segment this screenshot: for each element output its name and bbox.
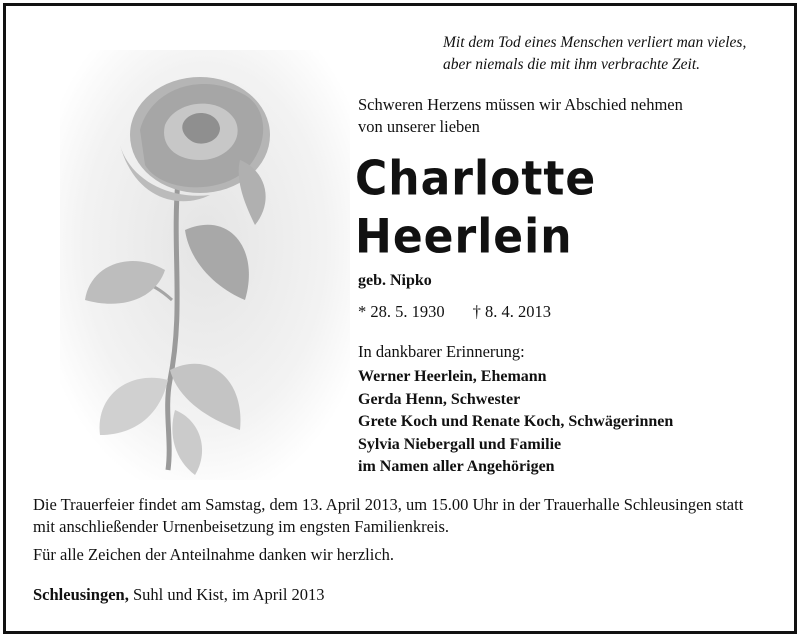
mourners-heading: In dankbarer Erinnerung: bbox=[358, 342, 525, 361]
mourner-item: Werner Heerlein, Ehemann bbox=[358, 368, 547, 385]
quote-line-2: aber niemals die mit ihm verbrachte Zeit. bbox=[443, 56, 700, 73]
life-dates bbox=[358, 302, 551, 322]
intro-line-2: von unserer lieben bbox=[358, 117, 480, 136]
mourner-item: Grete Koch und Renate Koch, Schwägerinnen bbox=[358, 413, 674, 430]
rose-icon bbox=[60, 50, 350, 480]
mourner-item: Gerda Henn, Schwester bbox=[358, 390, 521, 408]
last-name: Heerlein bbox=[355, 209, 573, 265]
service-info bbox=[33, 494, 793, 538]
mourners-list bbox=[358, 366, 673, 479]
birth-date: * 28. 5. 1930 bbox=[358, 302, 445, 321]
intro-text bbox=[358, 94, 683, 138]
memorial-quote bbox=[443, 32, 783, 76]
death-date: † 8. 4. 2013 bbox=[472, 302, 551, 321]
closing-thanks: Für alle Zeichen der Anteilnahme danken wir herzlich. bbox=[33, 545, 395, 564]
mourner-item: Sylvia Niebergall und Familie bbox=[358, 435, 562, 453]
deceased-name bbox=[355, 150, 596, 267]
service-line-1: Die Trauerfeier findet am Samstag, dem 13. April 2013, um 15.00 Uhr in der Trauerhalle Schleusingen statt bbox=[33, 495, 744, 514]
first-name: Charlotte bbox=[355, 151, 597, 207]
place-bold: Schleusingen, bbox=[33, 585, 129, 604]
mourner-item: im Namen aller Angehörigen bbox=[358, 458, 555, 475]
quote-line-1: Mit dem Tod eines Menschen verliert man vieles, bbox=[443, 34, 747, 51]
place-and-date bbox=[33, 585, 325, 605]
intro-line-1: Schweren Herzens müssen wir Abschied nehmen bbox=[358, 95, 683, 114]
born-name: geb. Nipko bbox=[358, 272, 432, 289]
service-line-2: mit anschließender Urnenbeisetzung im engsten Familienkreis. bbox=[33, 517, 450, 536]
place-rest: Suhl und Kist, im April 2013 bbox=[128, 585, 325, 604]
